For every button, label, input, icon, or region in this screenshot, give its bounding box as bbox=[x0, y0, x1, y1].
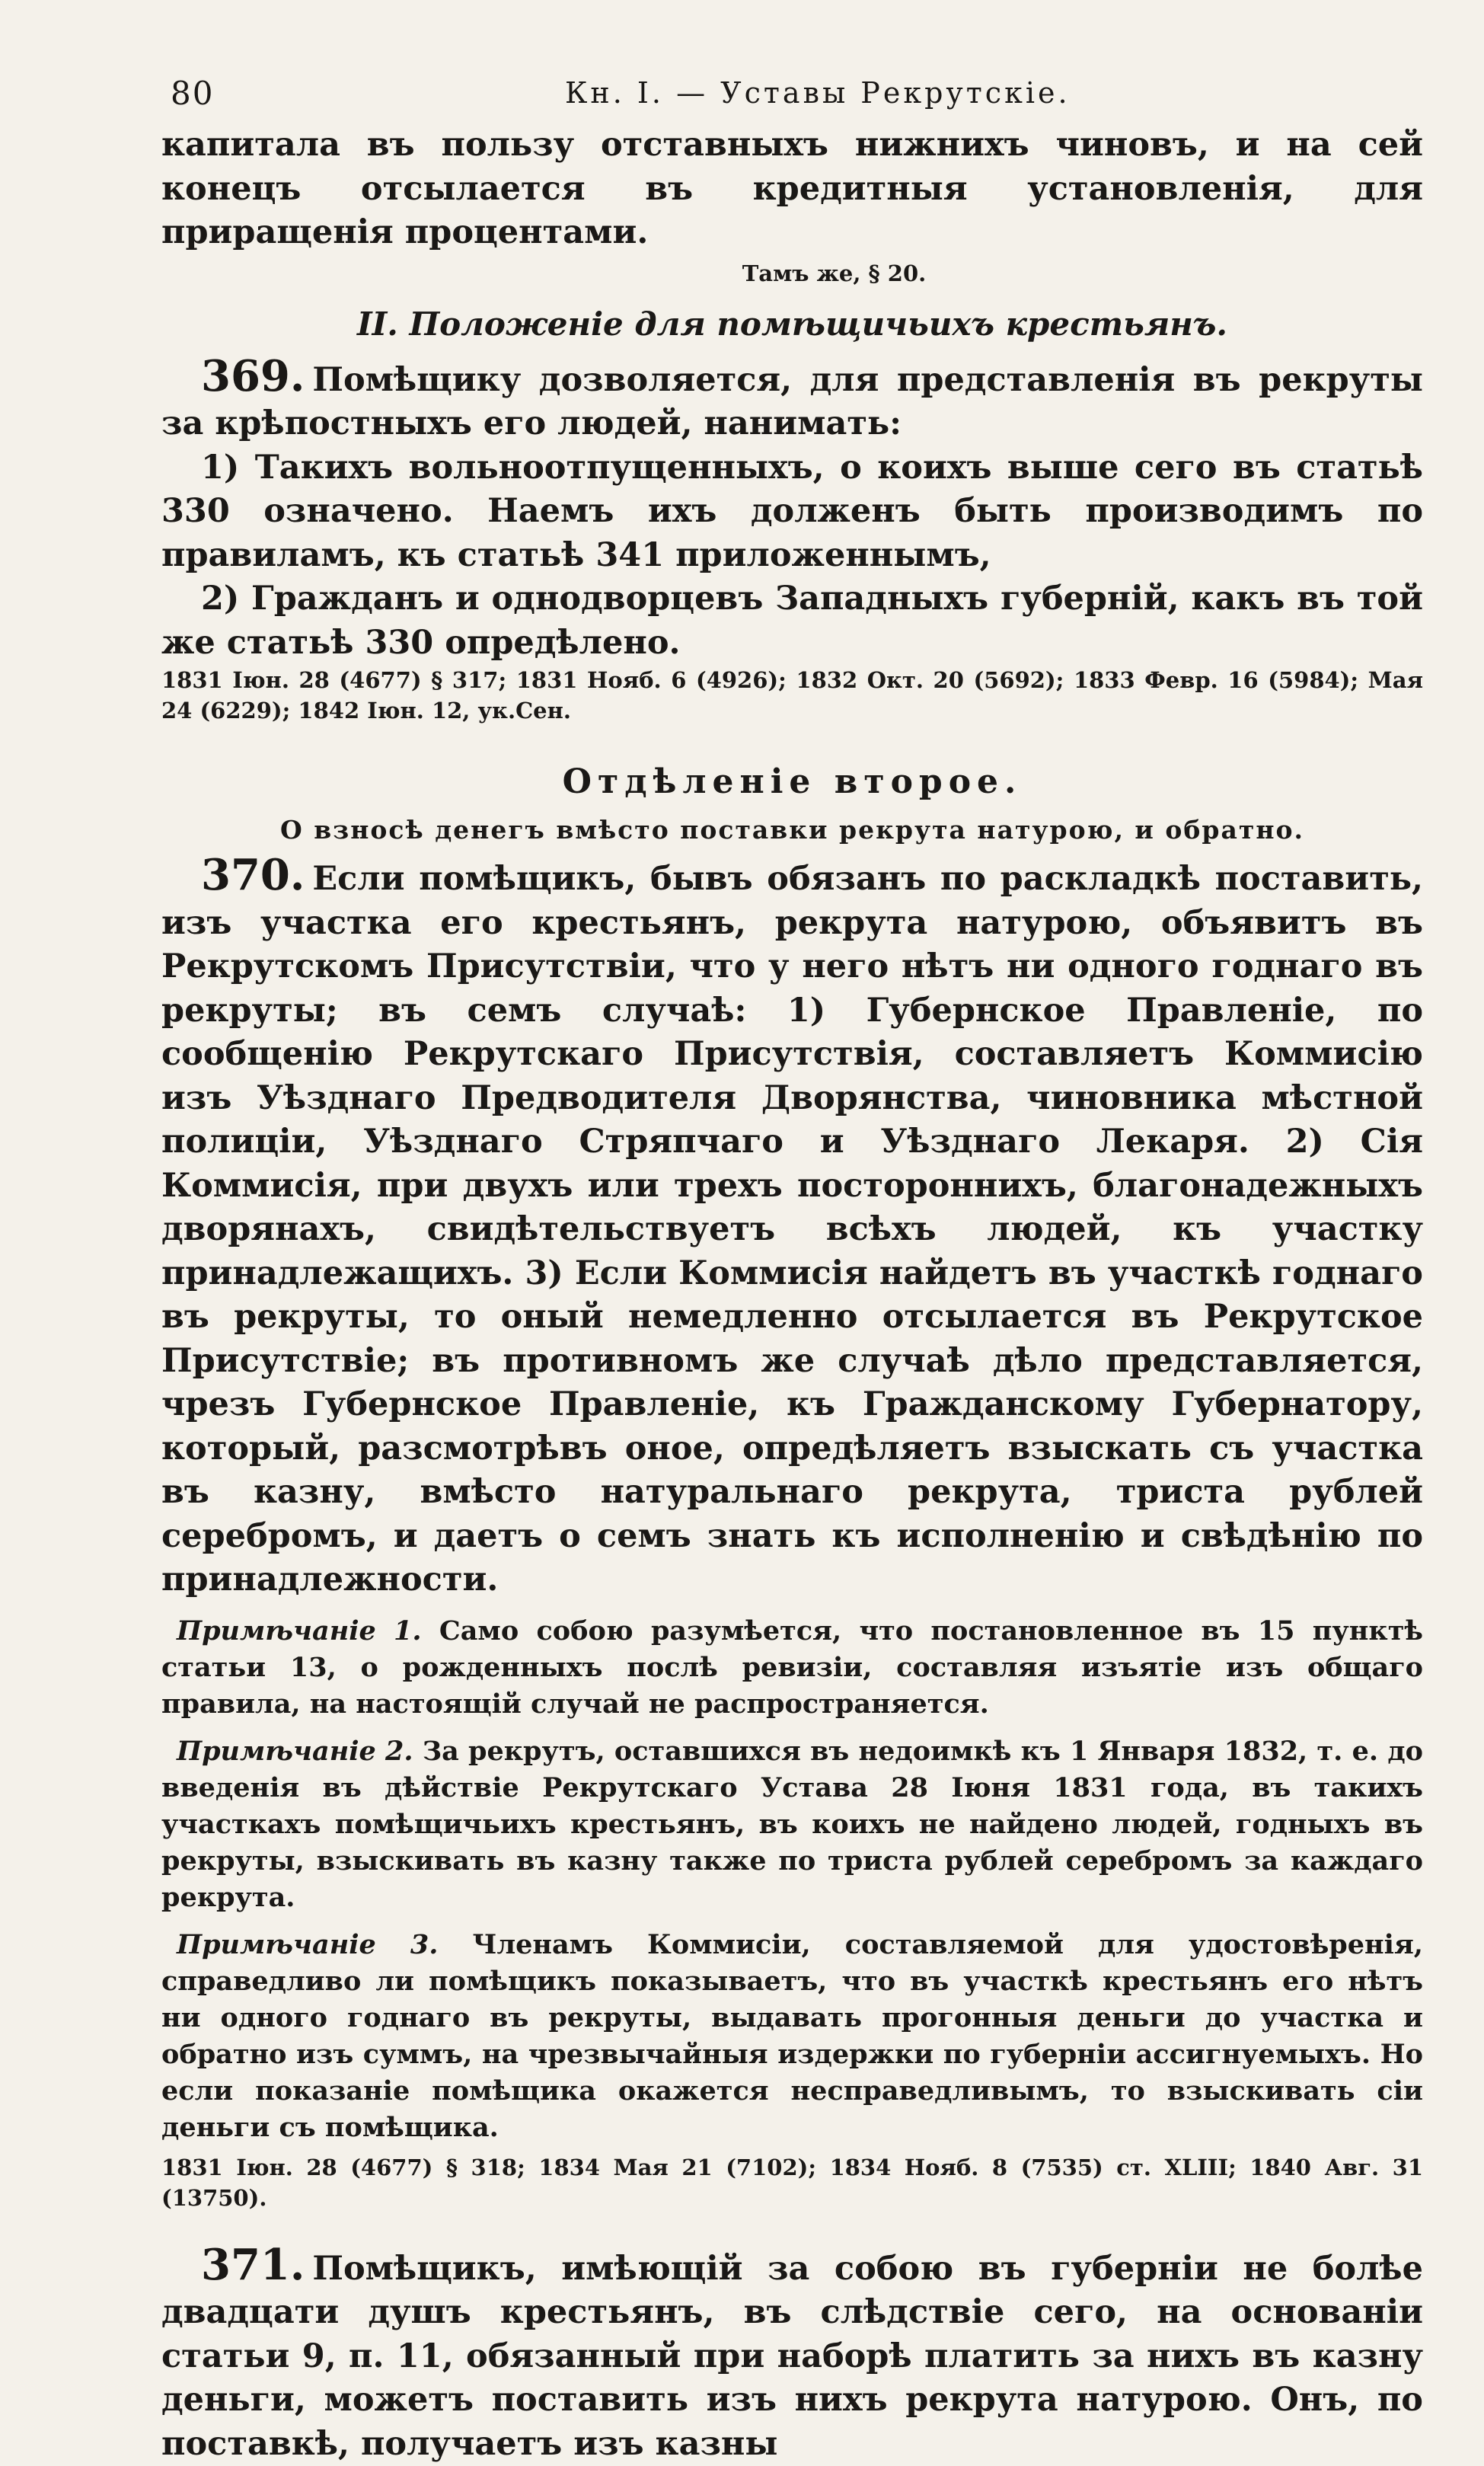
note-3 bbox=[161, 1927, 1423, 2146]
article-370 bbox=[161, 854, 1423, 2213]
page-number: 80 bbox=[171, 75, 214, 112]
note-label: Примѣчаніе 2. bbox=[177, 1736, 413, 1767]
source-reference: 1831 Іюн. 28 (4677) § 318; 1834 Мая 21 (7102); 1834 Нояб. 8 (7535) ст. XLIII; 1840 Авг. 31 (13750). bbox=[161, 2152, 1423, 2213]
article-number: 371. bbox=[201, 2240, 305, 2290]
article-text: Помѣщикъ, имѣющій за собою въ губерніи не болѣе двадцати душъ крестьянъ, въ слѣдствіе сего, на основаніи статьи 9, п. 11, обязанный при наборѣ платить за нихъ въ казну деньги, можетъ поставить изъ нихъ рекрута натурою. Онъ, по поставкѣ, получаетъ изъ казны bbox=[161, 2250, 1423, 2463]
spacer bbox=[161, 2213, 1423, 2244]
article-number: 369. bbox=[201, 351, 305, 401]
note-1 bbox=[161, 1613, 1423, 1723]
article-text: Если помѣщикъ, бывъ обязанъ по раскладкѣ поставить, изъ участка его крестьянъ, рекрута натурою, объявитъ въ Рекрутскомъ Присутствіи, что у него нѣтъ ни одного годнаго въ рекруты; въ семъ случаѣ: 1) Губернское Правленіе, по сообщенію Рекрутскаго Присутствія, составляетъ Коммисію изъ Уѣзднаго Предводителя Дворянства, чиновника мѣстной полиціи, Уѣзднаго Стряпчаго и Уѣзднаго Лекаря. 2) Сія Коммисія, при двухъ или трехъ постороннихъ, благонадежныхъ дворянахъ, свидѣтельствуетъ всѣхъ людей, къ участку принадлежащихъ. 3) Если Коммисія найдетъ въ участкѣ годнаго въ рекруты, то оный немедленно отсылается въ Рекрутское Присутствіе; въ противномъ же случаѣ дѣло представляется, чрезъ Губернское Правленіе, къ Гражданскому Губернатору, который, разсмотрѣвъ оное, опредѣляетъ взыскать съ участка въ казну, вмѣсто натуральнаго рекрута, триста рублей серебромъ, и даетъ о семъ знать къ исполненію и свѣдѣнію по принадлежности. bbox=[161, 860, 1423, 1599]
article-number: 370. bbox=[201, 850, 305, 900]
note-label: Примѣчаніе 3. bbox=[177, 1929, 438, 1960]
continued-text: капитала въ пользу отставныхъ нижнихъ чиновъ, и на сей конецъ отсылается въ кредитныя установленія, для приращенія процентами. bbox=[161, 123, 1423, 255]
source-reference: Тамъ же, § 20. bbox=[161, 258, 1423, 289]
note-text: Само собою разумѣется, что постановленное въ 15 пунктѣ статьи 13, о рожденныхъ послѣ ревизіи, составляя изъятіе изъ общаго правила, на настоящій случай не распространяется. bbox=[161, 1615, 1423, 1720]
section-title: II. Положеніе для помѣщичьихъ крестьянъ. bbox=[161, 305, 1423, 343]
article-item-1: 1) Такихъ вольноотпущенныхъ, о коихъ выше сего въ статьѣ 330 означено. Наемъ ихъ долженъ быть производимъ по правиламъ, къ статьѣ 341 приложеннымъ, bbox=[161, 446, 1423, 578]
department-subtitle: О взносѣ денегъ вмѣсто поставки рекрута натурою, и обратно. bbox=[161, 815, 1423, 845]
note-text: За рекрутъ, оставшихся въ недоимкѣ къ 1 Января 1832, т. е. до введенія въ дѣйствіе Рекрутскаго Устава 28 Іюня 1831 года, въ такихъ участкахъ помѣщичьихъ крестьянъ, въ коихъ не найдено людей, годныхъ въ рекруты, взыскивать въ казну также по триста рублей серебромъ за каждаго рекрута. bbox=[161, 1736, 1423, 1913]
intro-block bbox=[161, 123, 1423, 289]
page-header bbox=[161, 75, 1423, 123]
article-item-2: 2) Гражданъ и однодворцевъ Западныхъ губерній, какъ въ той же статьѣ 330 опредѣлено. bbox=[161, 577, 1423, 665]
note-2 bbox=[161, 1733, 1423, 1916]
source-reference: 1831 Іюн. 28 (4677) § 317; 1831 Нояб. 6 (4926); 1832 Окт. 20 (5692); 1833 Февр. 16 (5984); Мая 24 (6229); 1842 Іюн. 12, ук.Сен. bbox=[161, 665, 1423, 726]
article-371 bbox=[161, 2244, 1423, 2466]
article-text: Помѣщику дозволяется, для представленія въ рекруты за крѣпостныхъ его людей, нанимать: bbox=[161, 361, 1423, 443]
running-title: Кн. I. — Уставы Рекрутскіе. bbox=[565, 76, 1071, 110]
department-title: Отдѣленіе второе. bbox=[161, 762, 1423, 801]
note-text: Членамъ Коммисіи, составляемой для удостовѣренія, справедливо ли помѣщикъ показываетъ, что въ участкѣ крестьянъ его нѣтъ ни одного годнаго въ рекруты, выдавать прогонныя деньги до участка и обратно изъ суммъ, на чрезвычайныя издержки по губерніи ассигнуемыхъ. Но если показаніе помѣщика окажется несправедливымъ, то взыскивать сіи деньги съ помѣщика. bbox=[161, 1929, 1423, 2143]
article-369 bbox=[161, 355, 1423, 727]
note-label: Примѣчаніе 1. bbox=[177, 1615, 422, 1647]
